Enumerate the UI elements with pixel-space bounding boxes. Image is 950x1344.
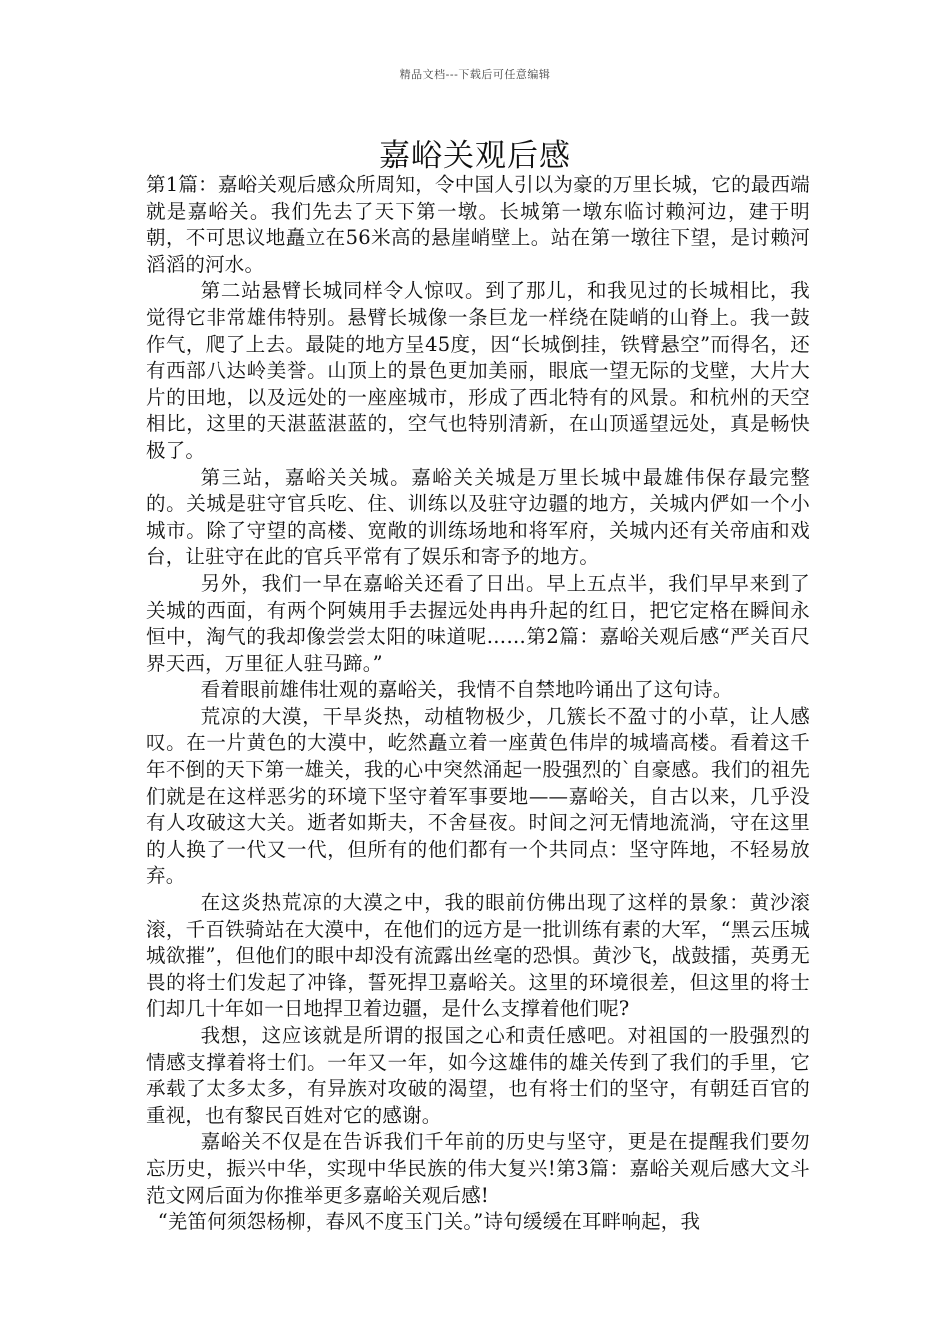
paragraph: “羌笛何须怨杨柳，春风不度玉门关。”诗句缓缓在耳畔响起，我: [157, 1210, 701, 1234]
paragraph: 嘉峪关不仅是在告诉我们千年前的历史与坚守，更是在提醒我们要勿忘历史，振兴中华，实现中华民族的伟大复兴!第3篇：嘉峪关观后感大文斗范文网后面为你推举更多嘉峪关观后感!: [146, 1130, 810, 1207]
paragraph: 第三站，嘉峪关关城。嘉峪关关城是万里长城中最雄伟保存最完整的。关城是驻守官兵吃、住、训练以及驻守边疆的地方，关城内俨如一个小城市。除了守望的高楼、宽敞的训练场地和将军府，关城内还有关帝庙和戏台，让驻守在此的官兵平常有了娱乐和寄予的地方。: [146, 465, 810, 569]
paragraph: 在这炎热荒凉的大漠之中，我的眼前仿佛出现了这样的景象：黄沙滚滚，千百铁骑站在大漠中，在他们的远方是一批训练有素的大军，“黑云压城城欲摧”，但他们的眼中却没有流露出丝毫的恐惧。黄沙飞，战鼓擂，英勇无畏的将士们发起了冲锋，誓死捍卫嘉峪关。这里的环境很差，但这里的将士们却几十年如一日地捍卫着边疆，是什么支撑着他们呢?: [146, 891, 810, 1021]
document-body: [146, 172, 810, 1236]
paragraph: 荒凉的大漠，干旱炎热，动植物极少，几簇长不盈寸的小草，让人感叹。在一片黄色的大漠中，屹然矗立着一座黄色伟岸的城墙高楼。看着这千年不倒的天下第一雄关，我的心中突然涌起一股强烈的`自豪感。我们的祖先们就是在这样恶劣的环境下坚守着军事要地——嘉峪关，自古以来，几乎没有人攻破这大关。逝者如斯夫，不舍昼夜。时间之河无情地流淌，守在这里的人换了一代又一代，但所有的他们都有一个共同点：坚守阵地，不轻易放弃。: [146, 704, 810, 888]
document-title: 嘉峪关观后感: [379, 138, 571, 174]
paragraph: 第二站悬臂长城同样令人惊叹。到了那儿，和我见过的长城相比，我觉得它非常雄伟特别。悬臂长城像一条巨龙一样绕在陡峭的山脊上。我一鼓作气，爬了上去。最陡的地方呈45度，因“长城倒挂，铁臂悬空”而得名，还有西部八达岭美誉。山顶上的景色更加美丽，眼底一望无际的戈壁，大片大片的田地，以及远处的一座座城市，形成了西北特有的风景。和杭州的天空相比，这里的天湛蓝湛蓝的，空气也特别清新，在山顶遥望远处，真是畅快极了。: [146, 279, 810, 462]
paragraph: 另外，我们一早在嘉峪关还看了日出。早上五点半，我们早早来到了关城的西面，有两个阿姨用手去握远处冉冉升起的红日，把它定格在瞬间永恒中，淘气的我却像尝尝太阳的味道呢……第2篇：嘉峪关观后感“严关百尺界天西，万里征人驻马蹄。”: [146, 571, 810, 675]
paragraph: 我想，这应该就是所谓的报国之心和责任感吧。对祖国的一股强烈的情感支撑着将士们。一年又一年，如今这雄伟的雄关传到了我们的手里，它承载了太多太多，有异族对攻破的渴望，也有将士们的坚守，有朝廷百官的重视，也有黎民百姓对它的感谢。: [146, 1024, 810, 1127]
paragraph: 第1篇：嘉峪关观后感众所周知，令中国人引以为豪的万里长城，它的最西端就是嘉峪关。我们先去了天下第一墩。长城第一墩东临讨赖河边，建于明朝，不可思议地矗立在56米高的悬崖峭壁上。站在第一墩往下望，是讨赖河滔滔的河水。: [146, 173, 810, 276]
header-note: 精品文档---下载后可任意编辑: [399, 68, 551, 81]
paragraph: 看着眼前雄伟壮观的嘉峪关，我情不自禁地吟诵出了这句诗。: [200, 678, 733, 702]
